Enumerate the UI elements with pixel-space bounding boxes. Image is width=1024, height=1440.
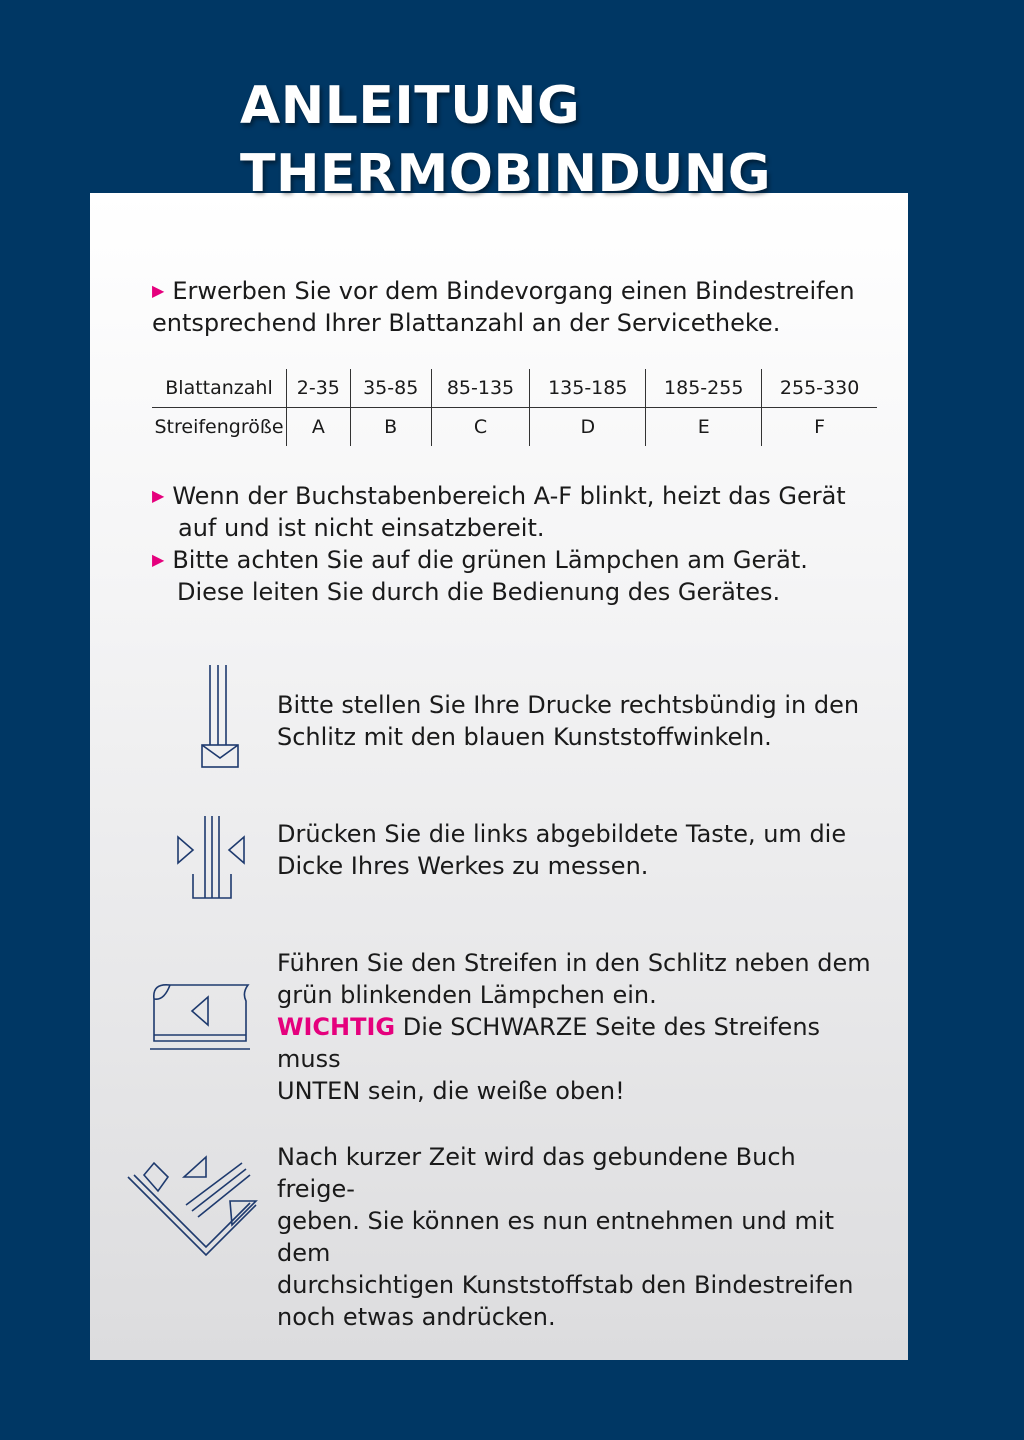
step-line: Die SCHWARZE Seite des Streifens muss bbox=[277, 1013, 821, 1073]
note-line: Diese leiten Sie durch die Bedienung des Gerätes. bbox=[177, 578, 781, 606]
step-line: Dicke Ihres Werkes zu messen. bbox=[277, 852, 649, 880]
note-bullet-heating bbox=[152, 480, 846, 544]
step-line: UNTEN sein, die weiße oben! bbox=[277, 1077, 625, 1105]
instruction-card bbox=[90, 193, 908, 1360]
table-row bbox=[152, 369, 877, 408]
step-line: Führen Sie den Streifen in den Schlitz neben dem bbox=[277, 949, 871, 977]
important-label: WICHTIG bbox=[277, 1013, 396, 1041]
note-line: Bitte achten Sie auf die grünen Lämpchen am Gerät. bbox=[172, 546, 808, 574]
table-cell: B bbox=[350, 408, 431, 447]
table-cell: 185-255 bbox=[646, 369, 762, 408]
title-line-1: ANLEITUNG bbox=[240, 76, 581, 136]
step-release-book bbox=[277, 1141, 877, 1333]
table-cell: F bbox=[762, 408, 877, 447]
table-cell: 2-35 bbox=[287, 369, 351, 408]
row-label-sheets: Blattanzahl bbox=[152, 369, 287, 408]
intro-bullet bbox=[152, 275, 855, 339]
note-line: Wenn der Buchstabenbereich A-F blinkt, heizt das Gerät bbox=[172, 482, 846, 510]
step-insert-prints bbox=[277, 689, 877, 753]
note-line: auf und ist nicht einsatzbereit. bbox=[178, 514, 545, 542]
table-row bbox=[152, 408, 877, 447]
step-line: noch etwas andrücken. bbox=[277, 1303, 556, 1331]
bullet-arrow-icon: ▶ bbox=[152, 281, 165, 300]
step-line: durchsichtigen Kunststoffstab den Bindestreifen bbox=[277, 1271, 854, 1299]
step-line: Bitte stellen Sie Ihre Drucke rechtsbündig in den bbox=[277, 691, 860, 719]
step-line: Drücken Sie die links abgebildete Taste, um die bbox=[277, 820, 847, 848]
measure-thickness-icon bbox=[175, 814, 247, 900]
page-title bbox=[240, 72, 940, 208]
step-line: geben. Sie können es nun entnehmen und mit dem bbox=[277, 1207, 834, 1267]
table-cell: C bbox=[431, 408, 530, 447]
step-line: grün blinkenden Lämpchen ein. bbox=[277, 981, 657, 1009]
insert-stack-icon bbox=[198, 663, 242, 771]
table-cell: D bbox=[530, 408, 646, 447]
step-insert-strip bbox=[277, 947, 877, 1107]
step-line: Schlitz mit den blauen Kunststoffwinkeln. bbox=[277, 723, 772, 751]
intro-line-1: Erwerben Sie vor dem Bindevorgang einen Bindestreifen bbox=[172, 277, 855, 305]
table-cell: 135-185 bbox=[530, 369, 646, 408]
bullet-arrow-icon: ▶ bbox=[152, 486, 165, 505]
table-cell: E bbox=[646, 408, 762, 447]
intro-line-2: entsprechend Ihrer Blattanzahl an der Servicetheke. bbox=[152, 309, 781, 337]
release-book-icon bbox=[126, 1155, 260, 1265]
table-cell: 85-135 bbox=[431, 369, 530, 408]
table-cell: 35-85 bbox=[350, 369, 431, 408]
note-bullet-lamps bbox=[152, 544, 808, 608]
step-line: Nach kurzer Zeit wird das gebundene Buch freige- bbox=[277, 1143, 796, 1203]
bullet-arrow-icon: ▶ bbox=[152, 550, 165, 569]
table-cell: 255-330 bbox=[762, 369, 877, 408]
title-line-2: THERMOBINDUNG bbox=[240, 144, 772, 204]
strip-insert-icon bbox=[148, 977, 254, 1053]
table-cell: A bbox=[287, 408, 351, 447]
step-measure bbox=[277, 818, 877, 882]
strip-size-table bbox=[152, 369, 877, 446]
row-label-size: Streifengröße bbox=[154, 416, 284, 438]
